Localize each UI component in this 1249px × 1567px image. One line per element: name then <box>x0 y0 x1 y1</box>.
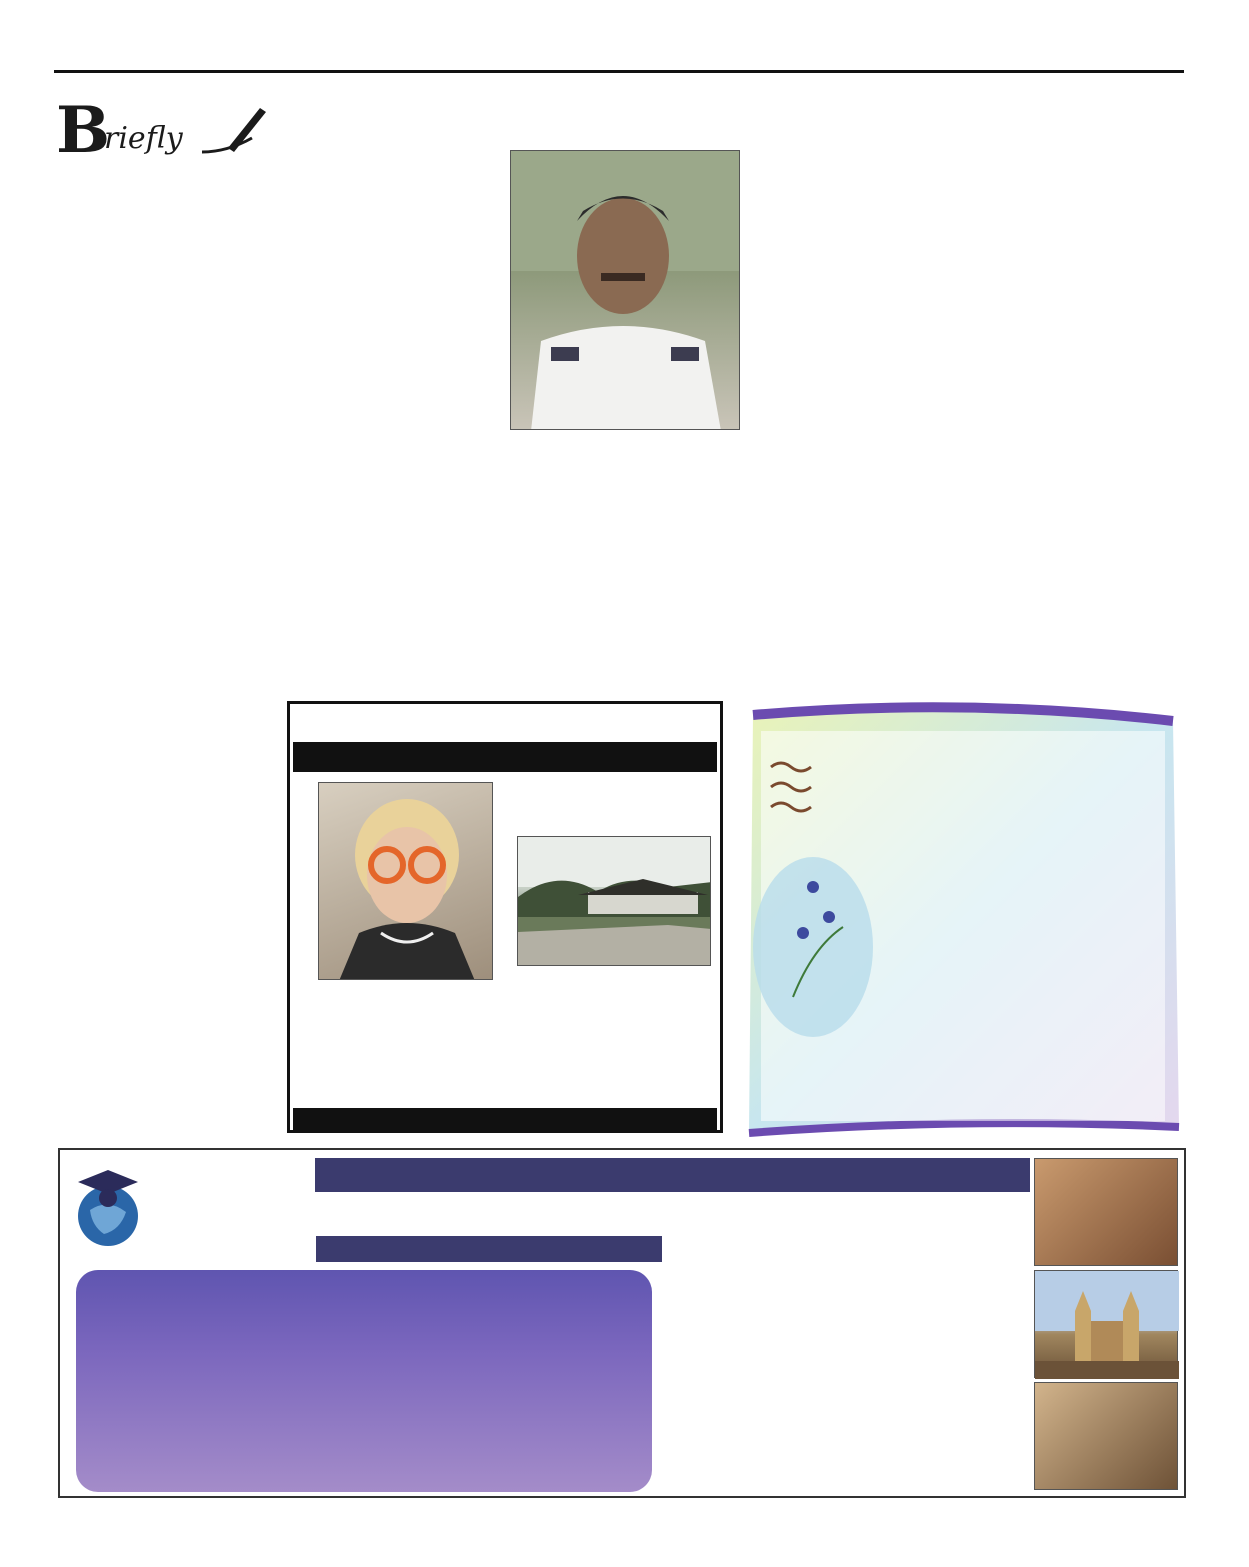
itto-ad <box>58 1148 1186 1498</box>
re-headline <box>290 704 720 740</box>
rescue-worker-figure <box>511 151 740 430</box>
re-website-link[interactable] <box>293 742 717 772</box>
itto-banner <box>315 1158 1030 1192</box>
itto-photo-cathedral <box>1034 1270 1178 1378</box>
rescue-worker-photo <box>510 150 740 430</box>
agent-portrait <box>319 783 493 980</box>
itto-photo-students <box>1034 1158 1178 1266</box>
house-image <box>518 837 711 966</box>
svg-text:B: B <box>56 93 111 168</box>
briefly-logo <box>52 90 272 170</box>
agent-photo <box>318 782 493 980</box>
briefly-column <box>53 186 266 196</box>
header-rule <box>54 70 1184 73</box>
re-agency-name <box>293 1108 717 1130</box>
real-estate-ad <box>287 701 723 1133</box>
graduation-globe-icon <box>68 1160 148 1250</box>
marias-ad-background <box>743 697 1183 1139</box>
marias-creations-ad <box>743 697 1183 1139</box>
itto-features-panel <box>76 1270 652 1492</box>
itto-teach-banner <box>316 1236 662 1262</box>
briefly-logo-graphic <box>52 90 272 170</box>
svg-text:riefly: riefly <box>104 121 183 156</box>
cathedral-image <box>1035 1271 1179 1379</box>
itto-logo <box>68 1160 313 1250</box>
itto-photo-classroom <box>1034 1382 1178 1490</box>
house-photo <box>517 836 711 966</box>
